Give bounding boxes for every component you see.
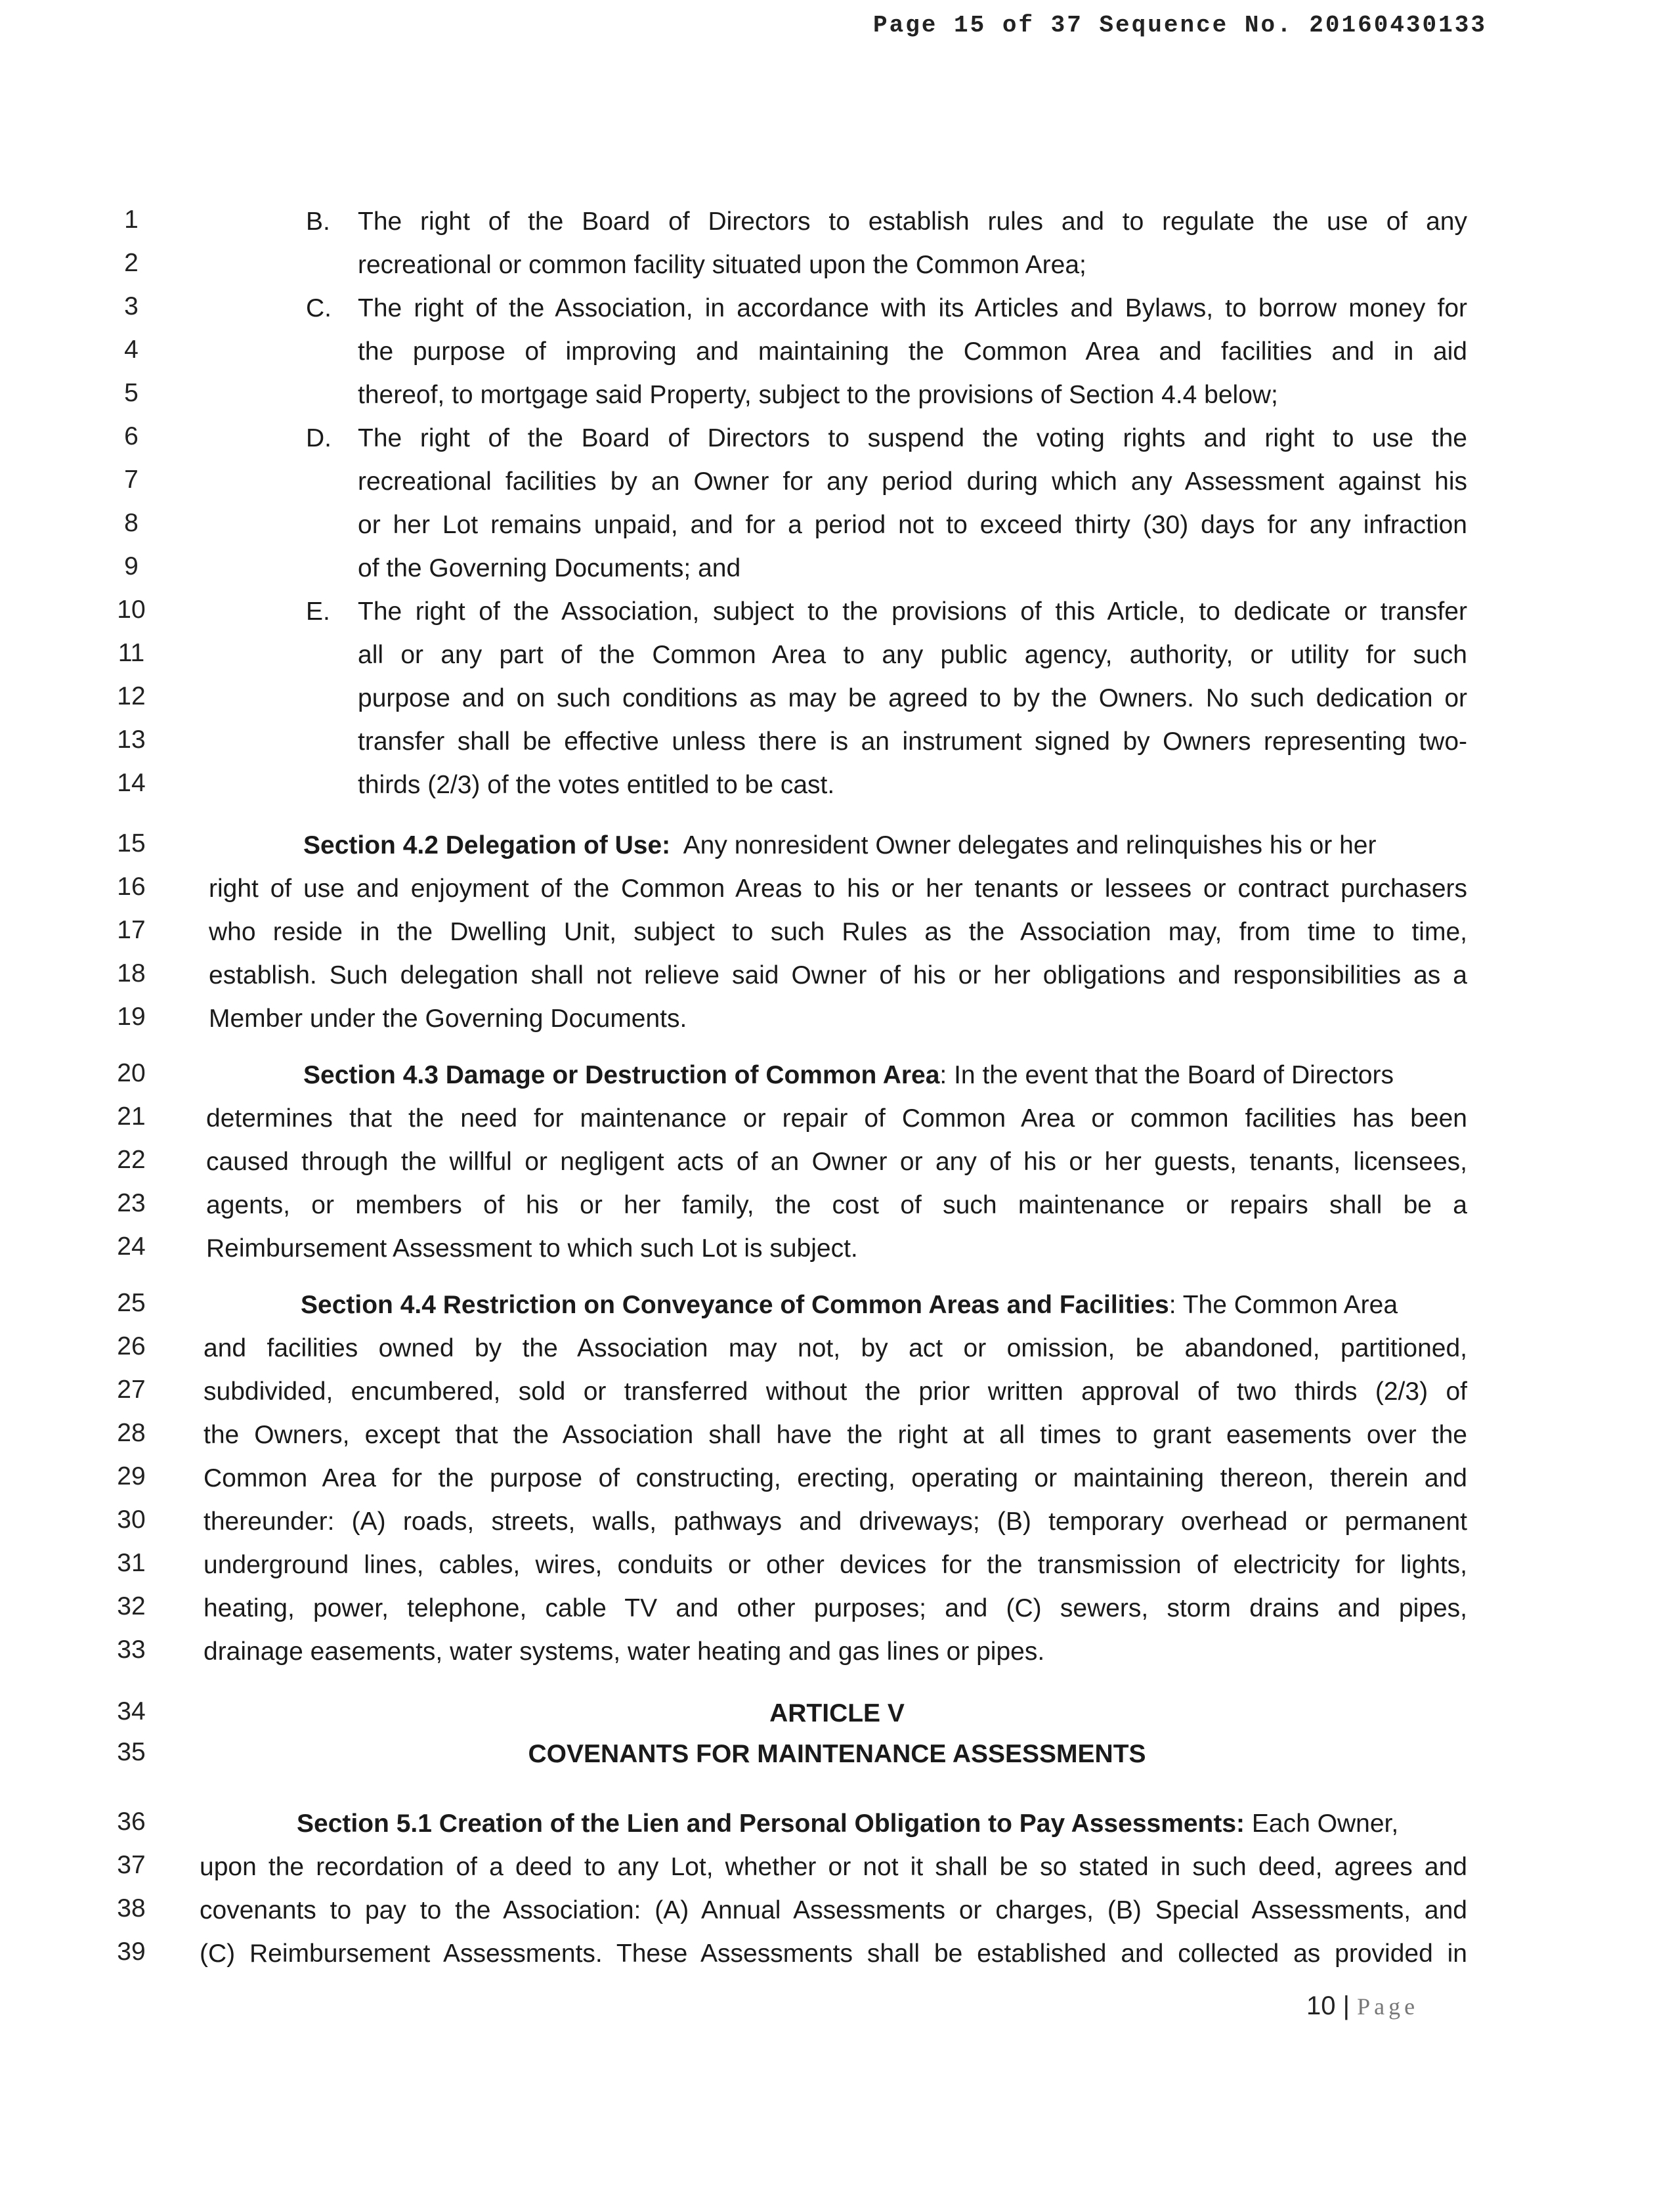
item-line: recreational facilities by an Owner for any period during which any Assessment against his — [358, 467, 1467, 496]
section-line: right of use and enjoyment of the Common Areas to his or her tenants or lessees or contract purchasers — [209, 875, 1467, 903]
item-line: of the Governing Documents; and — [358, 554, 741, 582]
section-heading: Section 4.4 Restriction on Conveyance of Common Areas and Facilities — [301, 1291, 1169, 1319]
item-line: thirds (2/3) of the votes entitled to be cast. — [358, 771, 835, 799]
section-first-line: Section 4.3 Damage or Destruction of Common Area: In the event that the Board of Directors — [303, 1061, 1394, 1089]
line-number: 11 — [118, 639, 145, 667]
page-sequence-header: Page 15 of 37 Sequence No. 20160430133 — [873, 12, 1487, 39]
section-line: who reside in the Dwelling Unit, subject to such Rules as the Association may, from time to time, — [209, 918, 1467, 946]
line-number: 8 — [124, 509, 139, 537]
line-number: 14 — [117, 769, 146, 797]
line-number: 32 — [117, 1592, 146, 1620]
section-line: establish. Such delegation shall not relieve said Owner of his or her obligations and responsibilities as a — [209, 961, 1467, 989]
section-line: underground lines, cables, wires, conduits or other devices for the transmission of electricity for lights, — [204, 1551, 1467, 1579]
item-line: The right of the Association, subject to the provisions of this Article, to dedicate or transfer — [358, 597, 1467, 626]
line-number: 24 — [117, 1232, 146, 1261]
line-number: 29 — [117, 1462, 146, 1490]
article-subtitle: COVENANTS FOR MAINTENANCE ASSESSMENTS — [528, 1740, 1146, 1768]
line-number: 13 — [117, 726, 146, 754]
item-line: the purpose of improving and maintaining the Common Area and facilities and in aid — [358, 337, 1467, 366]
line-number: 36 — [117, 1808, 146, 1836]
line-number: 2 — [124, 249, 139, 277]
section-line: drainage easements, water systems, water heating and gas lines or pipes. — [204, 1637, 1045, 1666]
section-line: and facilities owned by the Association may not, by act or omission, be abandoned, partitioned, — [204, 1334, 1467, 1362]
line-number: 39 — [117, 1938, 146, 1966]
section-line: caused through the willful or negligent acts of an Owner or any of his or her guests, tenants, licensees, — [206, 1148, 1467, 1176]
section-first-line: Section 4.4 Restriction on Conveyance of Common Areas and Facilities: The Common Area — [301, 1291, 1398, 1319]
item-line: The right of the Association, in accordance with its Articles and Bylaws, to borrow money for — [358, 294, 1467, 322]
line-number: 23 — [117, 1189, 146, 1217]
line-number: 7 — [124, 466, 139, 494]
section-line: Common Area for the purpose of constructing, erecting, operating or maintaining thereon, therein and — [204, 1464, 1467, 1492]
article-title: ARTICLE V — [769, 1699, 905, 1727]
line-number: 38 — [117, 1894, 146, 1922]
section-line: thereunder: (A) roads, streets, walls, pathways and driveways; (B) temporary overhead or permanent — [204, 1507, 1467, 1536]
line-number: 17 — [117, 916, 146, 944]
line-number: 27 — [117, 1376, 146, 1404]
page-label: Page — [1357, 1993, 1419, 2020]
section-line: Reimbursement Assessment to which such Lot is subject. — [206, 1234, 858, 1263]
line-number: 12 — [117, 682, 146, 710]
section-line: heating, power, telephone, cable TV and other purposes; and (C) sewers, storm drains and pipes, — [204, 1594, 1467, 1622]
item-line: thereof, to mortgage said Property, subject to the provisions of Section 4.4 below; — [358, 381, 1278, 409]
footer-separator: | — [1342, 1991, 1350, 2020]
line-number: 5 — [124, 379, 139, 407]
line-number: 22 — [117, 1146, 146, 1174]
section-line: subdivided, encumbered, sold or transferred without the prior written approval of two thirds (2/3) of — [204, 1377, 1467, 1406]
section-line: upon the recordation of a deed to any Lot, whether or not it shall be so stated in such deed, agrees and — [200, 1853, 1467, 1881]
section-heading: Section 4.3 Damage or Destruction of Common Area — [303, 1061, 940, 1089]
page-number: 10 — [1306, 1991, 1336, 2020]
line-number: 19 — [117, 1003, 146, 1031]
item-line: or her Lot remains unpaid, and for a period not to exceed thirty (30) days for any infraction — [358, 511, 1467, 539]
line-number: 15 — [117, 829, 146, 857]
item-line: all or any part of the Common Area to any public agency, authority, or utility for such — [358, 641, 1467, 669]
section-first-line: Section 4.2 Delegation of Use: Any nonresident Owner delegates and relinquishes his or her — [303, 831, 1377, 859]
item-line: The right of the Board of Directors to suspend the voting rights and right to use the — [358, 424, 1467, 452]
item-line: recreational or common facility situated upon the Common Area; — [358, 251, 1086, 279]
section-line: the Owners, except that the Association shall have the right at all times to grant easements over the — [204, 1421, 1467, 1449]
line-number: 6 — [124, 422, 139, 450]
item-letter: B. — [306, 207, 330, 236]
item-letter: D. — [306, 424, 332, 452]
line-number: 35 — [117, 1738, 146, 1766]
page-footer — [1306, 1991, 1419, 2021]
line-number: 4 — [124, 336, 139, 364]
line-number: 10 — [117, 596, 146, 624]
section-line: Member under the Governing Documents. — [209, 1005, 687, 1033]
item-line: purpose and on such conditions as may be agreed to by the Owners. No such dedication or — [358, 684, 1467, 712]
line-number: 30 — [117, 1506, 146, 1534]
section-first-line: Section 5.1 Creation of the Lien and Personal Obligation to Pay Assessments: Each Owner, — [297, 1810, 1399, 1838]
section-line: (C) Reimbursement Assessments. These Assessments shall be established and collected as provided in — [200, 1940, 1467, 1968]
line-number: 31 — [117, 1549, 146, 1577]
line-number: 25 — [117, 1289, 146, 1317]
section-line: determines that the need for maintenance or repair of Common Area or common facilities has been — [206, 1104, 1467, 1133]
item-letter: C. — [306, 294, 332, 322]
section-heading: Section 5.1 Creation of the Lien and Personal Obligation to Pay Assessments: — [297, 1810, 1245, 1838]
line-number: 37 — [117, 1851, 146, 1879]
line-number: 26 — [117, 1332, 146, 1360]
section-line: agents, or members of his or her family, the cost of such maintenance or repairs shall be a — [206, 1191, 1467, 1219]
line-number: 20 — [117, 1059, 146, 1087]
line-number: 33 — [117, 1636, 146, 1664]
item-line: The right of the Board of Directors to establish rules and to regulate the use of any — [358, 207, 1467, 236]
item-line: transfer shall be effective unless there is an instrument signed by Owners representing two- — [358, 727, 1467, 756]
line-number: 34 — [117, 1697, 146, 1725]
line-number: 9 — [124, 552, 139, 580]
line-number: 1 — [124, 206, 139, 234]
line-number: 3 — [124, 292, 139, 320]
line-number: 16 — [117, 873, 146, 901]
line-number: 28 — [117, 1419, 146, 1447]
section-heading: Section 4.2 Delegation of Use: — [303, 831, 671, 859]
line-number: 21 — [117, 1102, 146, 1131]
section-line: covenants to pay to the Association: (A) Annual Assessments or charges, (B) Special Assessments, and — [200, 1896, 1467, 1924]
line-number: 18 — [117, 959, 146, 987]
item-letter: E. — [306, 597, 330, 626]
